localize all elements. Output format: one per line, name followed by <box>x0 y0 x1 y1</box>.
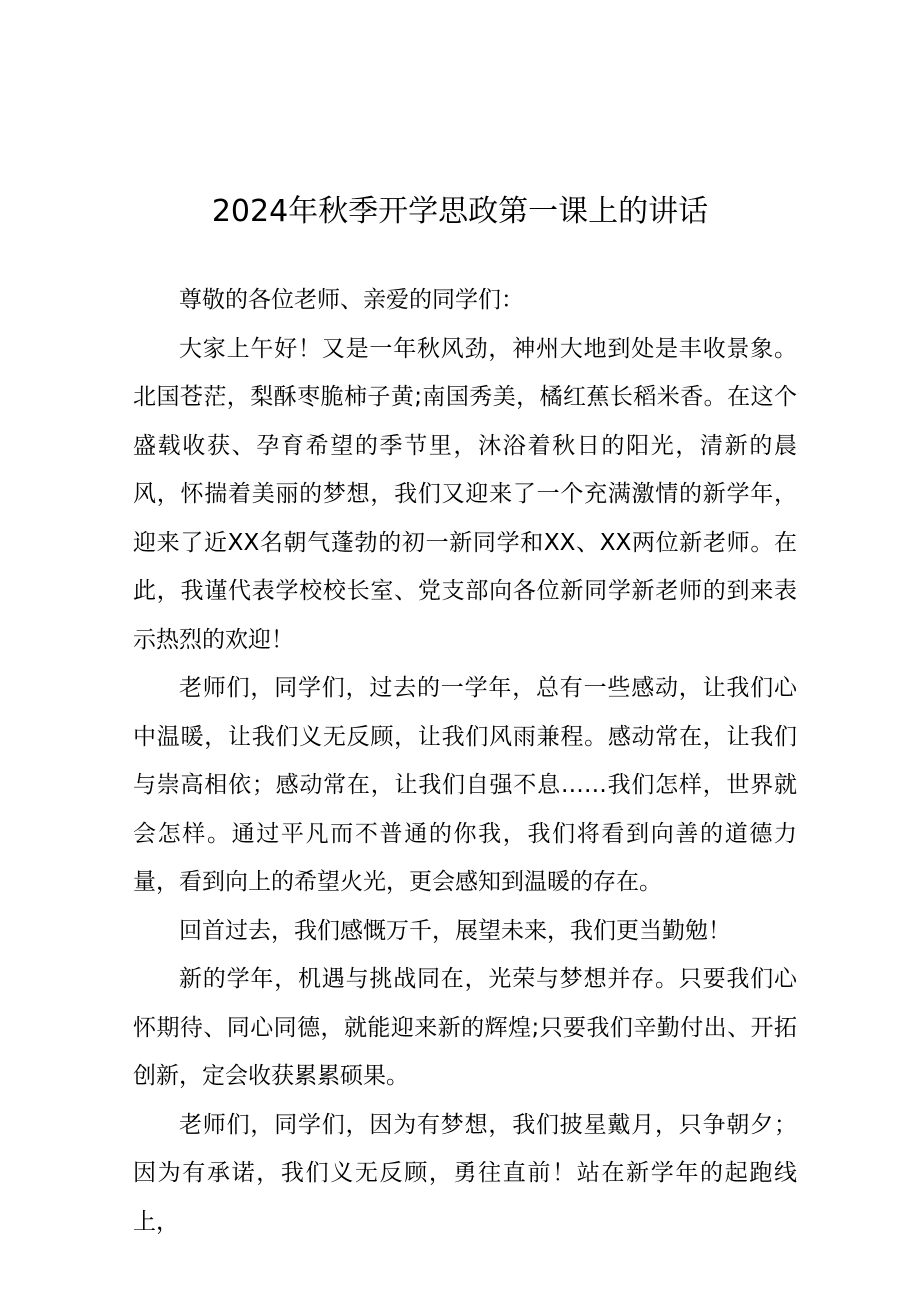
paragraph-looking-ahead: 回首过去，我们感慨万千，展望未来，我们更当勤勉！ <box>179 917 731 944</box>
paragraph-new-year: 新的学年，机遇与挑战同在，光荣与梦想并存。只要我们心怀期待、同心同德，就能迎来新的辉煌;只要我们辛勤付出、开拓创新，定会收获累累硕果。 <box>133 966 797 1089</box>
document-title: 2024年秋季开学思政第一课上的讲话 <box>211 194 709 230</box>
paragraph-greeting: 大家上午好！又是一年秋风劲，神州大地到处是丰收景象。北国苍茫，梨酥枣脆柿子黄;南国秀美，橘红蕉长稻米香。在这个盛载收获、孕育希望的季节里，沐浴着秋日的阳光，清新的晨风，怀揣着美丽的梦想，我们又迎来了一个充满激情的新学年，迎来了近XX名朝气蓬勃的初一新同学和XX、XX两位新老师。在此，我谨代表学校校长室、党支部向各位新同学新老师的到来表示热烈的欢迎！ <box>133 335 797 653</box>
salutation-paragraph: 尊敬的各位老师、亲爱的同学们： <box>179 287 524 313</box>
document-body <box>133 276 797 1246</box>
paragraph-dream: 老师们，同学们，因为有梦想，我们披星戴月，只争朝夕；因为有承诺，我们义无反顾，勇往直前！站在新学年的起跑线上， <box>133 1111 797 1235</box>
paragraph-reflection: 老师们，同学们，过去的一学年，总有一些感动，让我们心中温暖，让我们义无反顾，让我们风雨兼程。感动常在，让我们与崇高相依；感动常在，让我们自强不息……我们怎样，世界就会怎样。通过平凡而不普通的你我，我们将看到向善的道德力量，看到向上的希望火光，更会感知到温暖的存在。 <box>133 675 797 895</box>
